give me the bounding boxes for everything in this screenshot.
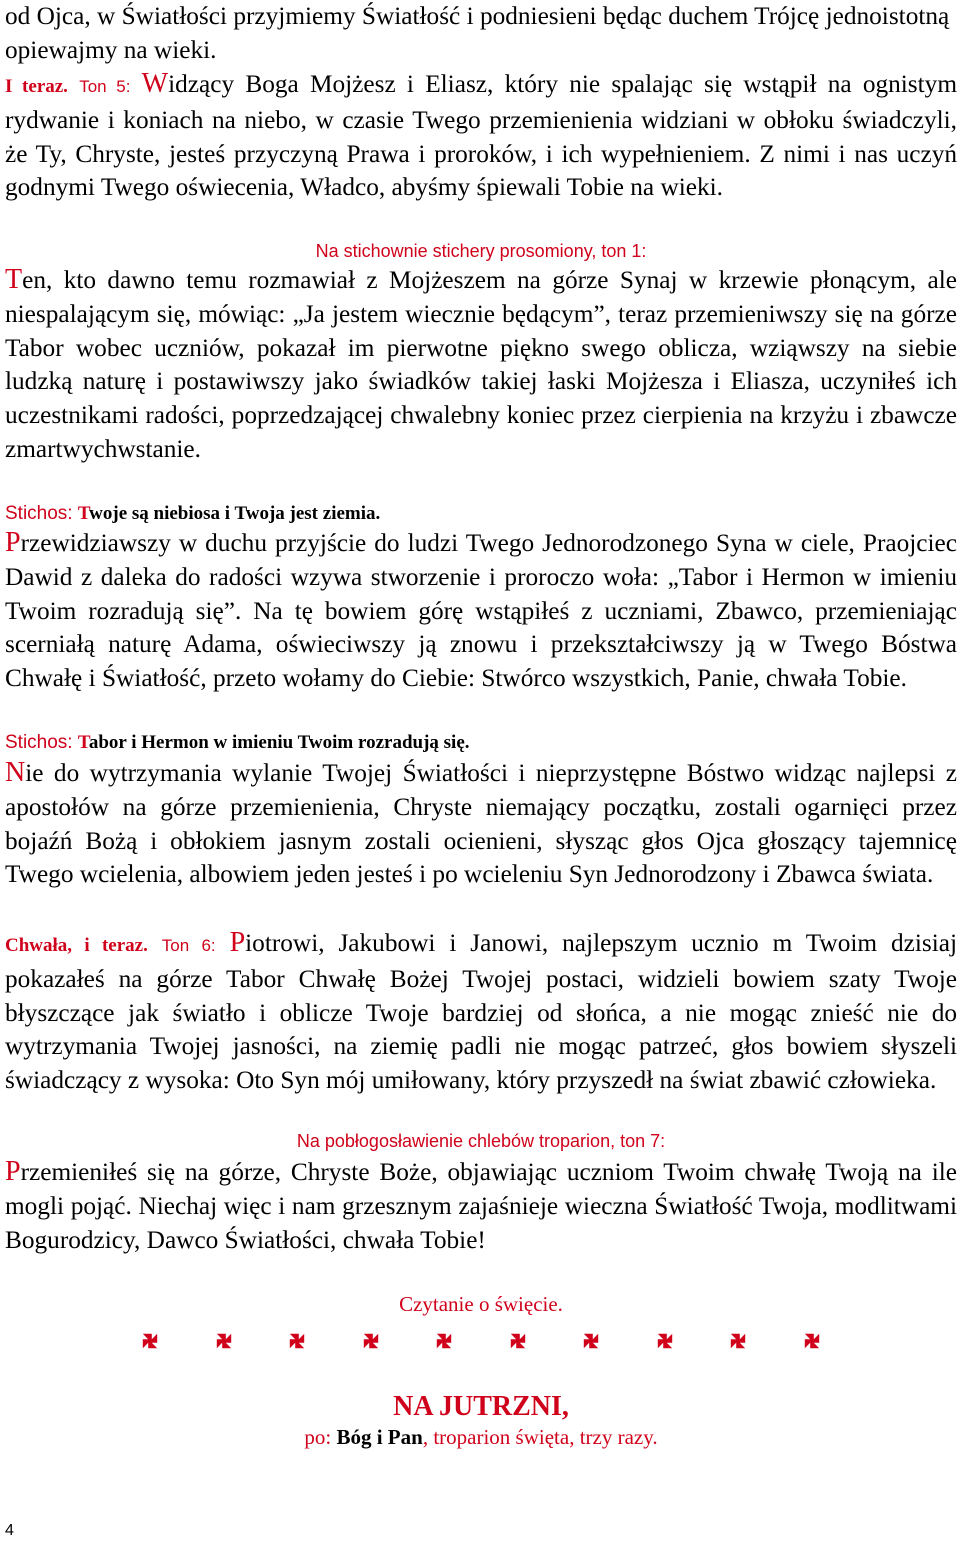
paragraph-intro-text: od Ojca, w Światłości przyjmiemy Światłość i podniesieni będąc duchem Trójcę jednoistotną opiewajmy na wieki. xyxy=(5,2,950,64)
section-title: NA JUTRZNI, xyxy=(393,1391,569,1422)
stichos-1 xyxy=(5,501,957,527)
paragraph-glory xyxy=(5,926,957,1098)
cross-pattee-icon xyxy=(729,1332,747,1350)
rubric-lead: I teraz. xyxy=(5,76,68,97)
cross-ornament-row xyxy=(5,1332,957,1350)
paragraph-text: rzemieniłeś się na górze, Chryste Boże, objawiając uczniom Twoim chwałę Twoją na ile mogli pojąć. Niechaj więc i nam grzesznym zajaśnieje wieczna Światłość Twoja, modlitwami Bogurodzicy, Dawco Światłości, chwała Tobie! xyxy=(5,1158,957,1254)
paragraph-text: en, kto dawno temu rozmawiał z Mojżeszem na górze Synaj w krzewie płonącym, ale niespalającym się, mówiąc: „Ja jestem wiecznie będącym”, teraz przemieniwszy się na górze Tabor wobec uczniów, pokazał im pierwotne piękno swego oblicza, wziąwszy na siebie ludzką naturę i postawiwszy jako świadków takiej łaski Mojżesza i Eliasza, uczyniłeś ich uczestnikami radości, poprzedzającej chwalebny koniec przez cierpienia na krzyżu i zbawcze zmartwychwstanie. xyxy=(5,266,957,463)
stichos-text: abor i Hermon w imieniu Twoim rozradują się. xyxy=(88,732,470,753)
cross-pattee-icon xyxy=(288,1332,306,1350)
section-subtitle xyxy=(5,1423,957,1451)
initial-letter: N xyxy=(5,757,26,788)
subtitle-suffix: , troparion święta, trzy razy. xyxy=(422,1425,658,1449)
rubric-lead: Chwała, i teraz. xyxy=(5,935,148,956)
paragraph-troparion xyxy=(5,1155,957,1257)
cross-pattee-icon xyxy=(215,1332,233,1350)
cross-pattee-icon xyxy=(141,1332,159,1350)
subtitle-prefix: po: xyxy=(304,1425,337,1449)
section-heading-troparion: Na pobłogosławienie chlebów troparion, ton 7: xyxy=(296,1131,666,1151)
tone-label: Ton 5: xyxy=(79,77,131,96)
stichos-label: Stichos: xyxy=(5,732,78,753)
paragraph-intro xyxy=(5,0,957,68)
initial-letter: P xyxy=(5,527,21,558)
paragraph-text: rzewidziawszy w duchu przyjście do ludzi Twego Jednorodzonego Syna w ciele, Praojciec Dawid z daleka do radości wzywa stworzenie i proroczo woła: „Tabor i Hermon w imieniu Twoim rozradują się”. Na tę bowiem górę wstąpiłeś z uczniami, Zbawco, przemieniając scerniałą naturę Adama, oświeciwszy ją znowu i przekształciwszy ją w Twego Bóstwa Chwałę i Światłość, przeto wołamy do Ciebie: Stwórco wszystkich, Panie, chwała Tobie. xyxy=(5,529,957,693)
stichos-initial: T xyxy=(77,732,89,753)
reading-note: Czytanie o święcie. xyxy=(399,1292,563,1316)
paragraph-text: iotrowi, Jakubowi i Janowi, najlepszym ucznio m Twoim dzisiaj pokazałeś na górze Tabor Chwałę Bożej Twojej postaci, widzieli bowiem szaty Twoje błyszczące jak światło i oblicze Twoje bardziej od słońca, a nie mogąc znieść nie do wytrzymania Twojej jasności, na ziemię padli nie mogąc patrzeć, głos bowiem słyszeli świadczący z wysoka: Oto Syn mój umiłowany, który przyszedł na świat zbawić człowieka. xyxy=(5,929,957,1095)
subtitle-bold: Bóg i Pan xyxy=(336,1425,423,1449)
paragraph-text-2: Z nimi i nas uczyń godnymi Twego oświecenia, Władco, abyśmy śpiewali Tobie na wieki. xyxy=(5,139,957,202)
initial-letter: W xyxy=(141,68,169,99)
page-number: 4 xyxy=(5,1522,14,1539)
paragraph-i-teraz xyxy=(5,67,957,205)
stichos-text: woje są niebiosa i Twoja jest ziemia. xyxy=(89,503,381,524)
initial-letter: T xyxy=(5,264,23,295)
initial-letter: P xyxy=(5,1156,21,1187)
tone-label: Ton 6: xyxy=(161,936,216,955)
section-heading-stichery: Na stichownie stichery prosomiony, ton 1: xyxy=(315,241,647,261)
cross-pattee-icon xyxy=(362,1332,380,1350)
cross-pattee-icon xyxy=(656,1332,674,1350)
paragraph-text: ie do wytrzymania wylanie Twojej Światłości i nieprzystępne Bóstwo widząc najlepsi z apostołów na górze przemienienia, Chryste niemający początku, zostali ogarnięci przez bojaźń Bożą i obłokiem jasnym zostali ocienieni, słysząc głos Ojca głoszący tajemnicę Twego wcielenia, albowiem jeden jesteś i po wcieleniu Syn Jednorodzony i Zbawca świata. xyxy=(5,759,957,889)
stichos-2 xyxy=(5,730,957,756)
cross-pattee-icon xyxy=(509,1332,527,1350)
cross-pattee-icon xyxy=(582,1332,600,1350)
initial-letter: P xyxy=(229,927,246,958)
paragraph-sticheron-1 xyxy=(5,263,957,467)
stichos-label: Stichos: xyxy=(5,503,78,524)
paragraph-sticheron-2 xyxy=(5,526,957,696)
cross-pattee-icon xyxy=(435,1332,453,1350)
cross-pattee-icon xyxy=(803,1332,821,1350)
paragraph-text: idzący Boga Mojżesz i Eliasz, który nie spalając się wstąpił na ognistym rydwanie i koniach na niebo, w czasie Twego przemienienia widziani w obłoku świadczyli, że Ty, Chryste, jesteś przyczyną Prawa i proroków, i ich wypełnieniem. xyxy=(5,70,958,168)
paragraph-sticheron-3 xyxy=(5,756,957,892)
stichos-initial: T xyxy=(77,503,90,524)
